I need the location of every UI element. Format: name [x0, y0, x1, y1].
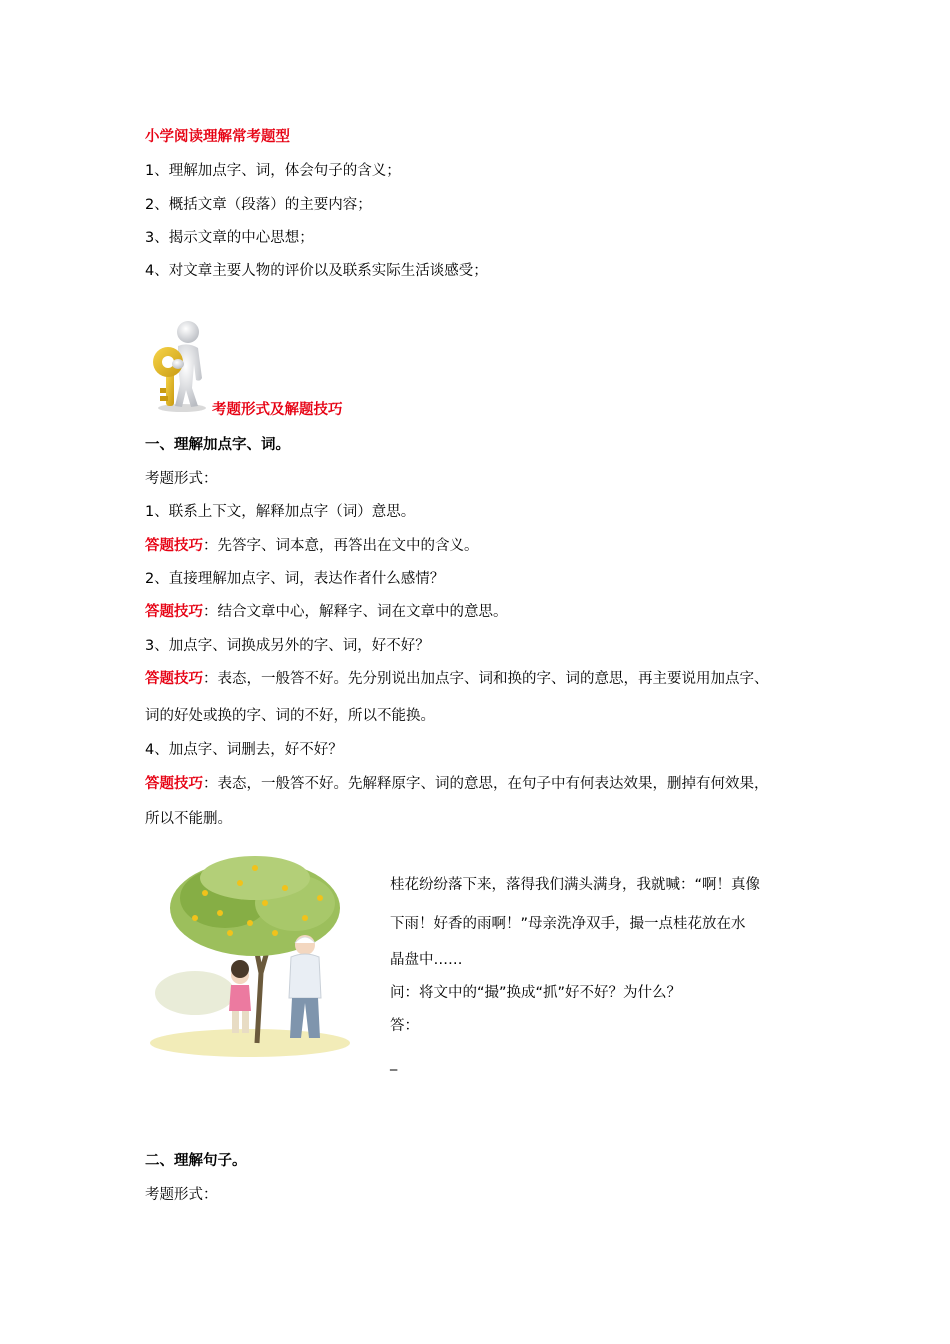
tip-text: ：表态，一般答不好。先分别说出加点字、词和换的字、词的意思，再主要说用加点字、 [203, 671, 769, 687]
part1-tip3 [145, 668, 769, 690]
part2-heading: 二、理解句子。 [145, 1153, 247, 1169]
passage-line-2: 下雨！好香的雨啊！”母亲洗净双手，撮一点桂花放在水 [390, 916, 746, 932]
part1-q1: 1、联系上下文，解释加点字（词）意思。 [145, 504, 416, 520]
part1-form-label: 考题形式： [145, 471, 218, 487]
tip-label: 答题技巧 [145, 671, 203, 687]
part2-form-label: 考题形式： [145, 1187, 218, 1203]
tip-label: 答题技巧 [145, 776, 203, 792]
question-type-1: 1、理解加点字、词，体会句子的含义； [145, 163, 401, 179]
part1-q3: 3、加点字、词换成另外的字、词，好不好？ [145, 638, 430, 654]
tip-text: ：结合文章中心，解释字、词在文章中的意思。 [203, 604, 508, 620]
answer-label: 答： [390, 1018, 419, 1034]
tip-text: ：表态，一般答不好。先解释原字、词的意思，在句子中有何表达效果，删掉有何效果， [203, 776, 769, 792]
part1-tip2 [145, 601, 508, 623]
tip-text: ：先答字、词本意，再答出在文中的含义。 [203, 538, 479, 554]
question-type-2: 2、概括文章（段落）的主要内容； [145, 197, 372, 213]
part1-tip3-cont: 词的好处或换的字、词的不好，所以不能换。 [145, 708, 435, 724]
part1-tip4 [145, 773, 769, 795]
part1-q4: 4、加点字、词删去，好不好？ [145, 742, 343, 758]
part1-tip4-cont: 所以不能删。 [145, 811, 232, 827]
question-type-4: 4、对文章主要人物的评价以及联系实际生活谈感受； [145, 263, 488, 279]
tip-label: 答题技巧 [145, 538, 203, 554]
osmanthus-tree-illustration [145, 853, 355, 1058]
part1-heading: 一、理解加点字、词。 [145, 437, 290, 453]
tip-label: 答题技巧 [145, 604, 203, 620]
section-heading: 考题形式及解题技巧 [212, 402, 343, 418]
part1-q2: 2、直接理解加点字、词，表达作者什么感情？ [145, 571, 445, 587]
person-with-key-icon [148, 318, 210, 414]
passage-question: 问：将文中的“撮”换成“抓”好不好？为什么？ [390, 985, 682, 1001]
page-title: 小学阅读理解常考题型 [145, 129, 290, 145]
question-type-3: 3、揭示文章的中心思想； [145, 230, 314, 246]
answer-blank[interactable]: _ [390, 1055, 398, 1071]
part1-tip1 [145, 535, 479, 557]
passage-line-1: 桂花纷纷落下来，落得我们满头满身，我就喊：“啊！真像 [390, 877, 761, 893]
passage-line-3: 晶盘中…… [390, 952, 463, 968]
